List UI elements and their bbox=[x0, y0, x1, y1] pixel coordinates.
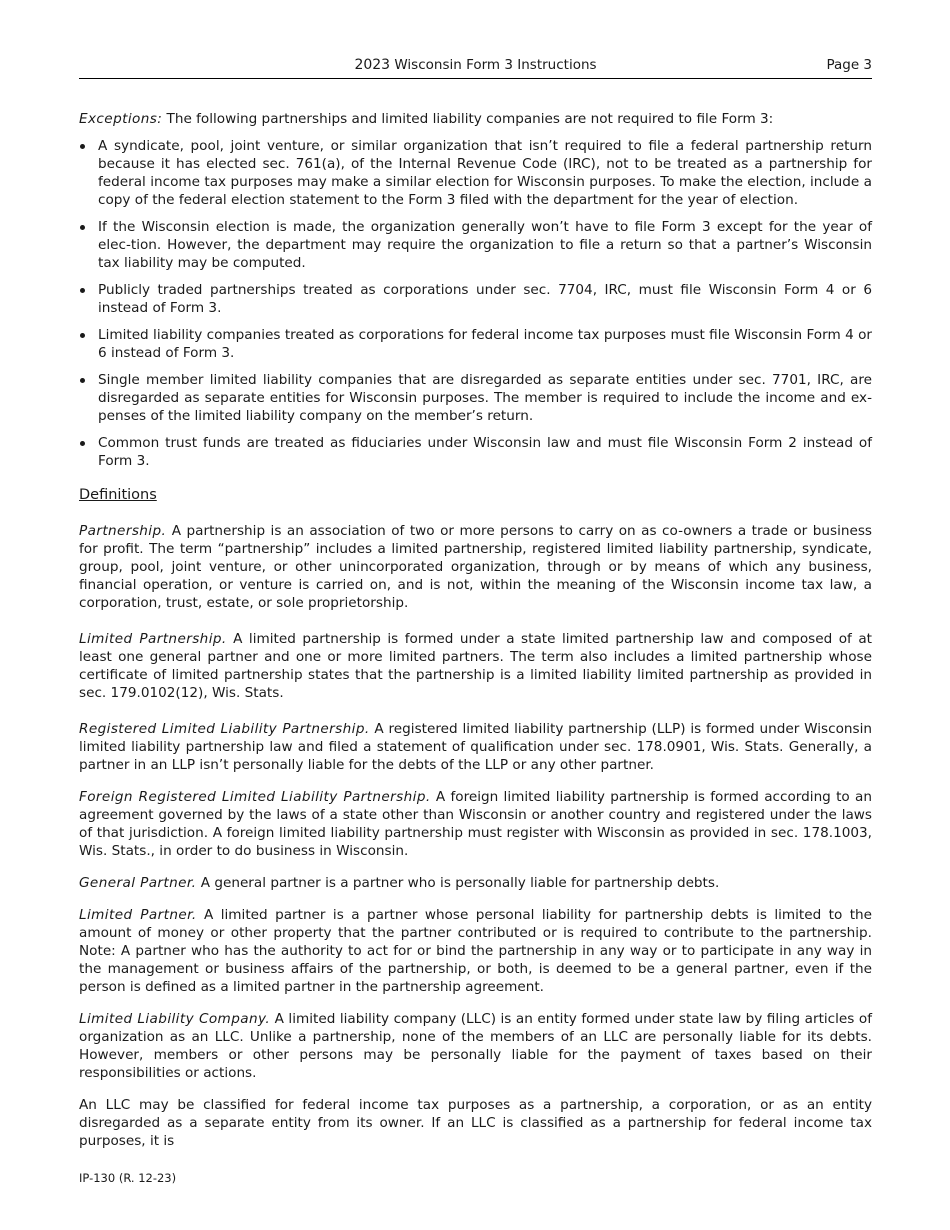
header-title-text: Wisconsin Form 3 Instructions bbox=[394, 57, 597, 73]
definition-term: Partnership. bbox=[79, 523, 167, 539]
list-item bbox=[79, 281, 872, 317]
page-number: Page 3 bbox=[826, 57, 872, 73]
definition-term: Foreign Registered Limited Liability Partnership. bbox=[79, 789, 431, 805]
definition-text: A limited partnership is formed under a state limited partnership law and composed of at least one general partner and one or more limited partners. The term also includes a limited partnership whose certificate of limited partnership states that the partnership is a limited liability limited partnership as provided in sec. 179.0102(12), Wis. Stats. bbox=[79, 631, 873, 701]
list-item bbox=[79, 218, 872, 272]
definition-text: A foreign limited liability partnership is formed according to an agreement governed by the laws of a state other than Wisconsin or another country and registered under the laws of that jurisdiction. A foreign limited liability partnership must register with Wisconsin as provided in sec. 178.1003, Wis. Stats., in order to do business in Wisconsin. bbox=[79, 789, 872, 859]
form-id-footer: IP-130 (R. 12-23) bbox=[79, 1171, 177, 1185]
header-year: 2023 bbox=[354, 57, 391, 73]
bullet-icon bbox=[80, 333, 85, 338]
definition-llc bbox=[79, 1010, 872, 1082]
list-item bbox=[79, 434, 872, 470]
definition-limited-partnership bbox=[79, 630, 872, 702]
exceptions-intro-text: The following partnerships and limited liability companies are not required to file Form 3: bbox=[162, 111, 774, 127]
definition-text: A limited partner is a partner whose personal liability for partnership debts is limited to the amount of money or other property that the partner contributed or is required to contribute to the partnership. Note: A partner who has the authority to act for or bind the partnership in any way or to participate in any way in the management or business affairs of the partnership, or both, is deemed to be a general partner, even if the person is defined as a limited partner in the partnership agreement. bbox=[79, 907, 873, 995]
definition-text: A partnership is an association of two or more persons to carry on as co-owners a trade or business for profit. The term “partnership” includes a limited partnership, registered limited liability partnership, syndicate, group, pool, joint venture, or other unincorporated organization, through or by means of which any business, financial operation, or venture is carried on, and is not, within the meaning of the Wisconsin income tax law, a corporation, trust, estate, or sole proprietorship. bbox=[79, 523, 872, 611]
llc-classification-paragraph: An LLC may be classified for federal income tax purposes as a partnership, a corporation, or as an entity disregarded as a separate entity from its owner. If an LLC is classified as a partnership for federal income tax purposes, it is bbox=[79, 1097, 872, 1149]
definition-registered-llp bbox=[79, 720, 872, 774]
definition-text: A registered limited liability partnership (LLP) is formed under Wisconsin limited liability partnership law and filed a statement of qualification under sec. 178.0901, Wis. Stats. Generally, a partner in an LLP isn’t personally liable for the debts of the LLP or any other partner. bbox=[79, 721, 873, 773]
definition-term: Limited Partner. bbox=[79, 907, 197, 923]
definition-term: Registered Limited Liability Partnership. bbox=[79, 721, 370, 737]
list-item-text: Publicly traded partnerships treated as corporations under sec. 7704, IRC, must file Wisconsin Form 4 or 6 instead of Form 3. bbox=[98, 282, 872, 316]
page-header bbox=[79, 56, 872, 79]
list-item-text: Common trust funds are treated as fiduciaries under Wisconsin law and must file Wisconsin Form 2 instead of Form 3. bbox=[98, 435, 872, 469]
definition-text: A limited liability company (LLC) is an entity formed under state law by filing articles of organization as an LLC. Unlike a partnership, none of the members of an LLC are personally liable for its debts. However, members or other persons may be personally liable for the payment of taxes based on their responsibilities or actions. bbox=[79, 1011, 873, 1081]
definition-general-partner bbox=[79, 874, 872, 892]
definitions-heading: Definitions bbox=[79, 487, 157, 503]
bullet-icon bbox=[80, 225, 85, 230]
list-item bbox=[79, 326, 872, 362]
definition-term: Limited Liability Company. bbox=[79, 1011, 271, 1027]
definition-term: General Partner. bbox=[79, 875, 197, 891]
definition-term: Limited Partnership. bbox=[79, 631, 227, 647]
list-item-text: A syndicate, pool, joint venture, or similar organization that isn’t required to file a federal partnership return because it has elected sec. 761(a), of the Internal Revenue Code (IRC), not to be treated as a partnership for federal income tax purposes may make a similar election for Wisconsin purposes. To make the election, include a copy of the federal election statement to the Form 3 filed with the department for the year of election. bbox=[98, 138, 872, 208]
definition-foreign-llp bbox=[79, 788, 872, 860]
definition-text: A general partner is a partner who is personally liable for partnership debts. bbox=[196, 875, 720, 891]
definition-partnership bbox=[79, 522, 872, 612]
exceptions-term: Exceptions: bbox=[79, 111, 163, 127]
bullet-icon bbox=[80, 144, 85, 149]
exceptions-list bbox=[79, 137, 872, 470]
bullet-icon bbox=[80, 288, 85, 293]
header-title bbox=[79, 57, 872, 73]
definition-limited-partner bbox=[79, 906, 872, 996]
list-item-text: Limited liability companies treated as corporations for federal income tax purposes must file Wisconsin Form 4 or 6 instead of Form 3. bbox=[98, 327, 872, 361]
bullet-icon bbox=[80, 378, 85, 383]
exceptions-intro bbox=[79, 110, 872, 128]
bullet-icon bbox=[80, 441, 85, 446]
list-item bbox=[79, 137, 872, 209]
list-item bbox=[79, 371, 872, 425]
list-item-text: Single member limited liability companies that are disregarded as separate entities under sec. 7701, IRC, are disregarded as separate entities for Wisconsin purposes. The member is required to include the income and ex-penses of the limited liability company on the member’s return. bbox=[98, 372, 872, 424]
page-content bbox=[79, 110, 872, 1164]
list-item-text: If the Wisconsin election is made, the organization generally won’t have to file Form 3 except for the year of elec-tion. However, the department may require the organization to file a return so that a partner’s Wisconsin tax liability may be computed. bbox=[98, 219, 872, 271]
